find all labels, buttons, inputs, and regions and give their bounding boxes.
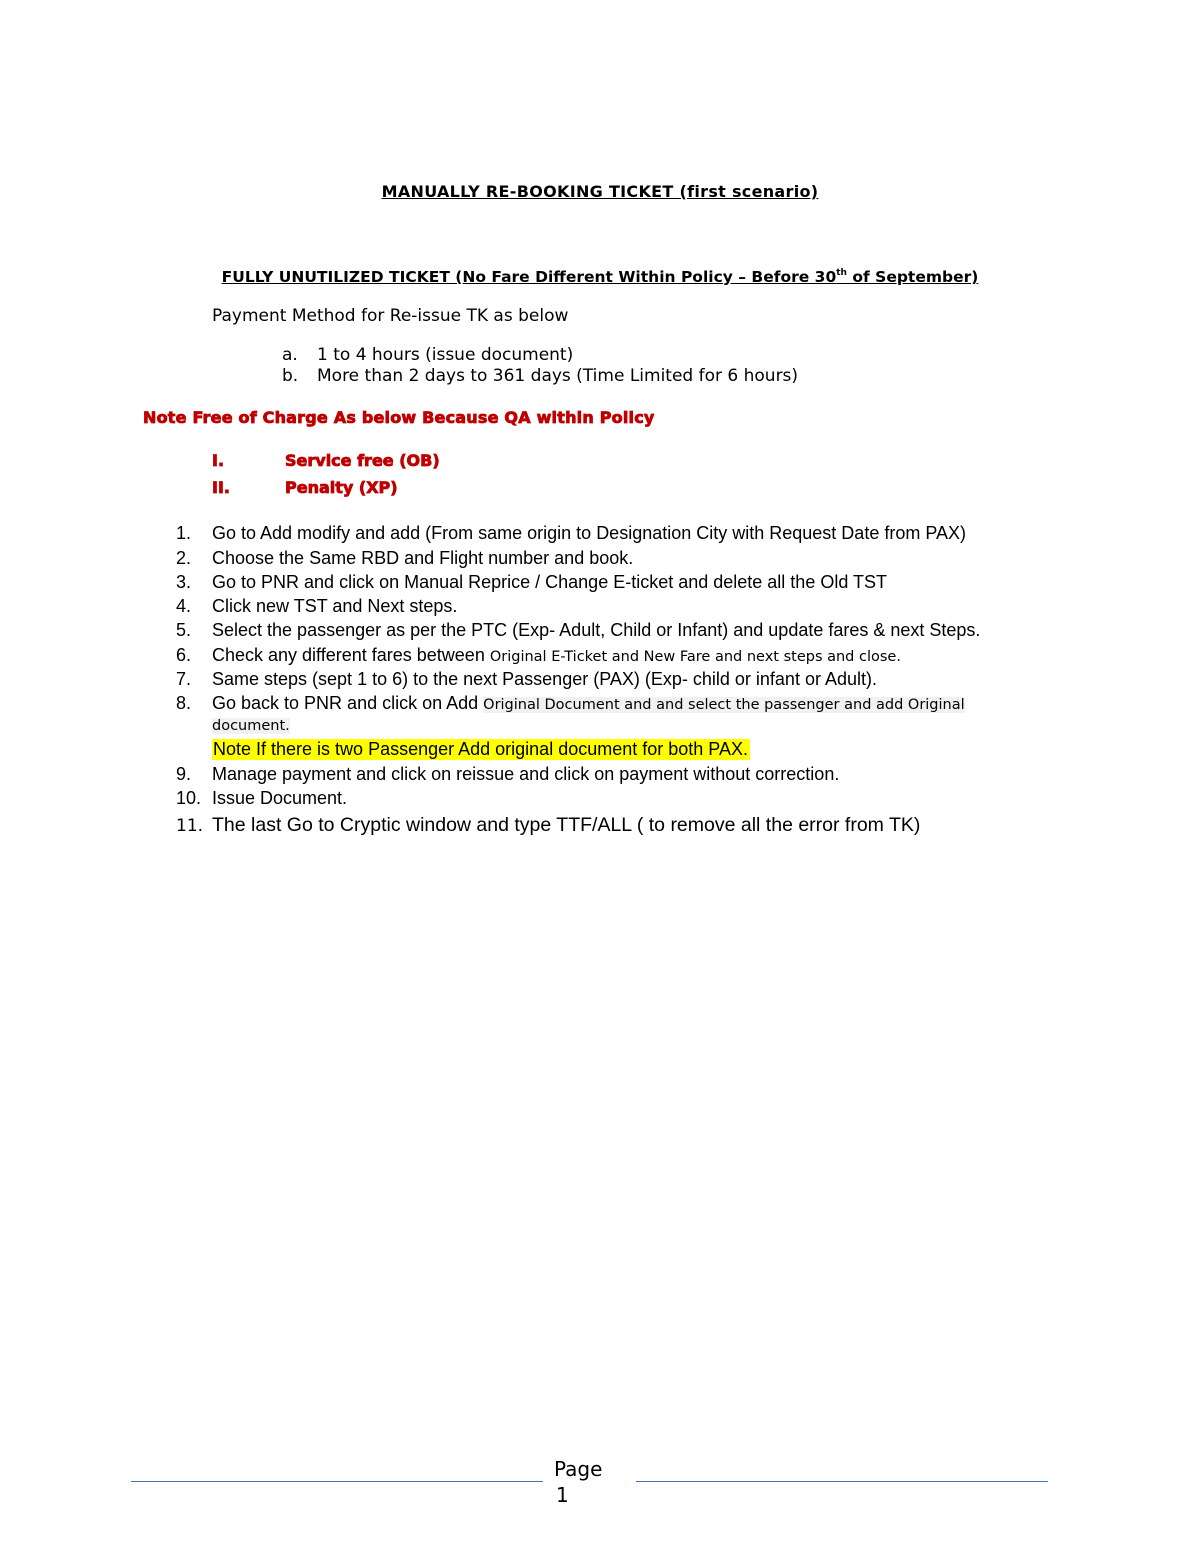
step-text <box>212 645 901 666</box>
subtitle-prefix: FULLY UNUTILIZED TICKET <box>221 268 450 286</box>
step-text: Go to Add modify and add (From same origin to Designation City with Request Date from PAX) <box>212 523 967 543</box>
page-label: Page <box>554 1457 603 1481</box>
step-text-shaded: Original Document and and select the passenger and add Original <box>483 697 965 713</box>
step-text-main: Check any different fares between <box>212 645 490 665</box>
step-text-small: Original E-Ticket and New Fare and next steps and close. <box>489 649 901 665</box>
step-marker: 2. <box>176 548 192 568</box>
payment-method-heading: Payment Method for Re-issue TK as below <box>212 306 569 326</box>
step-marker: 11. <box>176 816 204 836</box>
step-text: Same steps (sept 1 to 6) to the next Passenger (PAX) (Exp- child or infant or Adult). <box>212 669 877 689</box>
page-number: 1 <box>556 1483 569 1507</box>
payment-option-text: 1 to 4 hours (issue document) <box>317 345 574 365</box>
payment-option-text: More than 2 days to 361 days (Time Limited for 6 hours) <box>317 366 799 386</box>
subtitle-end: of September) <box>846 268 979 286</box>
payment-option-marker: a. <box>282 345 298 365</box>
step-marker: 4. <box>176 596 192 616</box>
free-of-charge-note: Note Free of Charge As below Because QA within Policy <box>143 408 655 427</box>
step-text: The last Go to Cryptic window and type TTF/ALL ( to remove all the error from TK) <box>212 814 921 836</box>
step-marker: 6. <box>176 645 192 665</box>
footer-rule-right <box>636 1481 1048 1482</box>
step-text: Click new TST and Next steps. <box>212 596 458 616</box>
payment-option-marker: b. <box>282 366 299 386</box>
step-text-main: Go back to PNR and click on Add <box>212 693 484 713</box>
step-marker: 5. <box>176 620 192 640</box>
step-text: Issue Document. <box>212 788 348 808</box>
step-marker: 9. <box>176 764 192 784</box>
charge-item-text: Service free (OB) <box>285 451 440 470</box>
step-marker: 1. <box>176 523 192 543</box>
step-text <box>212 693 965 714</box>
subtitle-superscript: th <box>836 268 847 278</box>
document-title: MANUALLY RE-BOOKING TICKET (first scenario) <box>381 182 819 201</box>
document-subtitle <box>0 268 1200 286</box>
step-marker: 10. <box>176 788 202 808</box>
step-text-continuation: document. <box>212 718 290 734</box>
step-text: Manage payment and click on reissue and click on payment without correction. <box>212 764 840 784</box>
step-marker: 7. <box>176 669 192 689</box>
charge-item-text: Penalty (XP) <box>285 478 398 497</box>
footer-rule-left <box>131 1481 543 1482</box>
step-text: Go to PNR and click on Manual Reprice / Change E-ticket and delete all the Old TST <box>212 572 888 592</box>
step-marker: 8. <box>176 693 192 713</box>
step-marker: 3. <box>176 572 192 592</box>
subtitle-rest: (No Fare Different Within Policy – Before 30 <box>449 268 837 286</box>
charge-item-marker: I. <box>212 451 225 470</box>
step-text: Select the passenger as per the PTC (Exp- Adult, Child or Infant) and update fares & next Steps. <box>212 620 981 640</box>
step-text: Choose the Same RBD and Flight number and book. <box>212 548 634 568</box>
highlighted-note: Note If there is two Passenger Add original document for both PAX. <box>213 739 748 759</box>
page-number-label <box>554 1456 602 1508</box>
charge-item-marker: II. <box>212 478 230 497</box>
